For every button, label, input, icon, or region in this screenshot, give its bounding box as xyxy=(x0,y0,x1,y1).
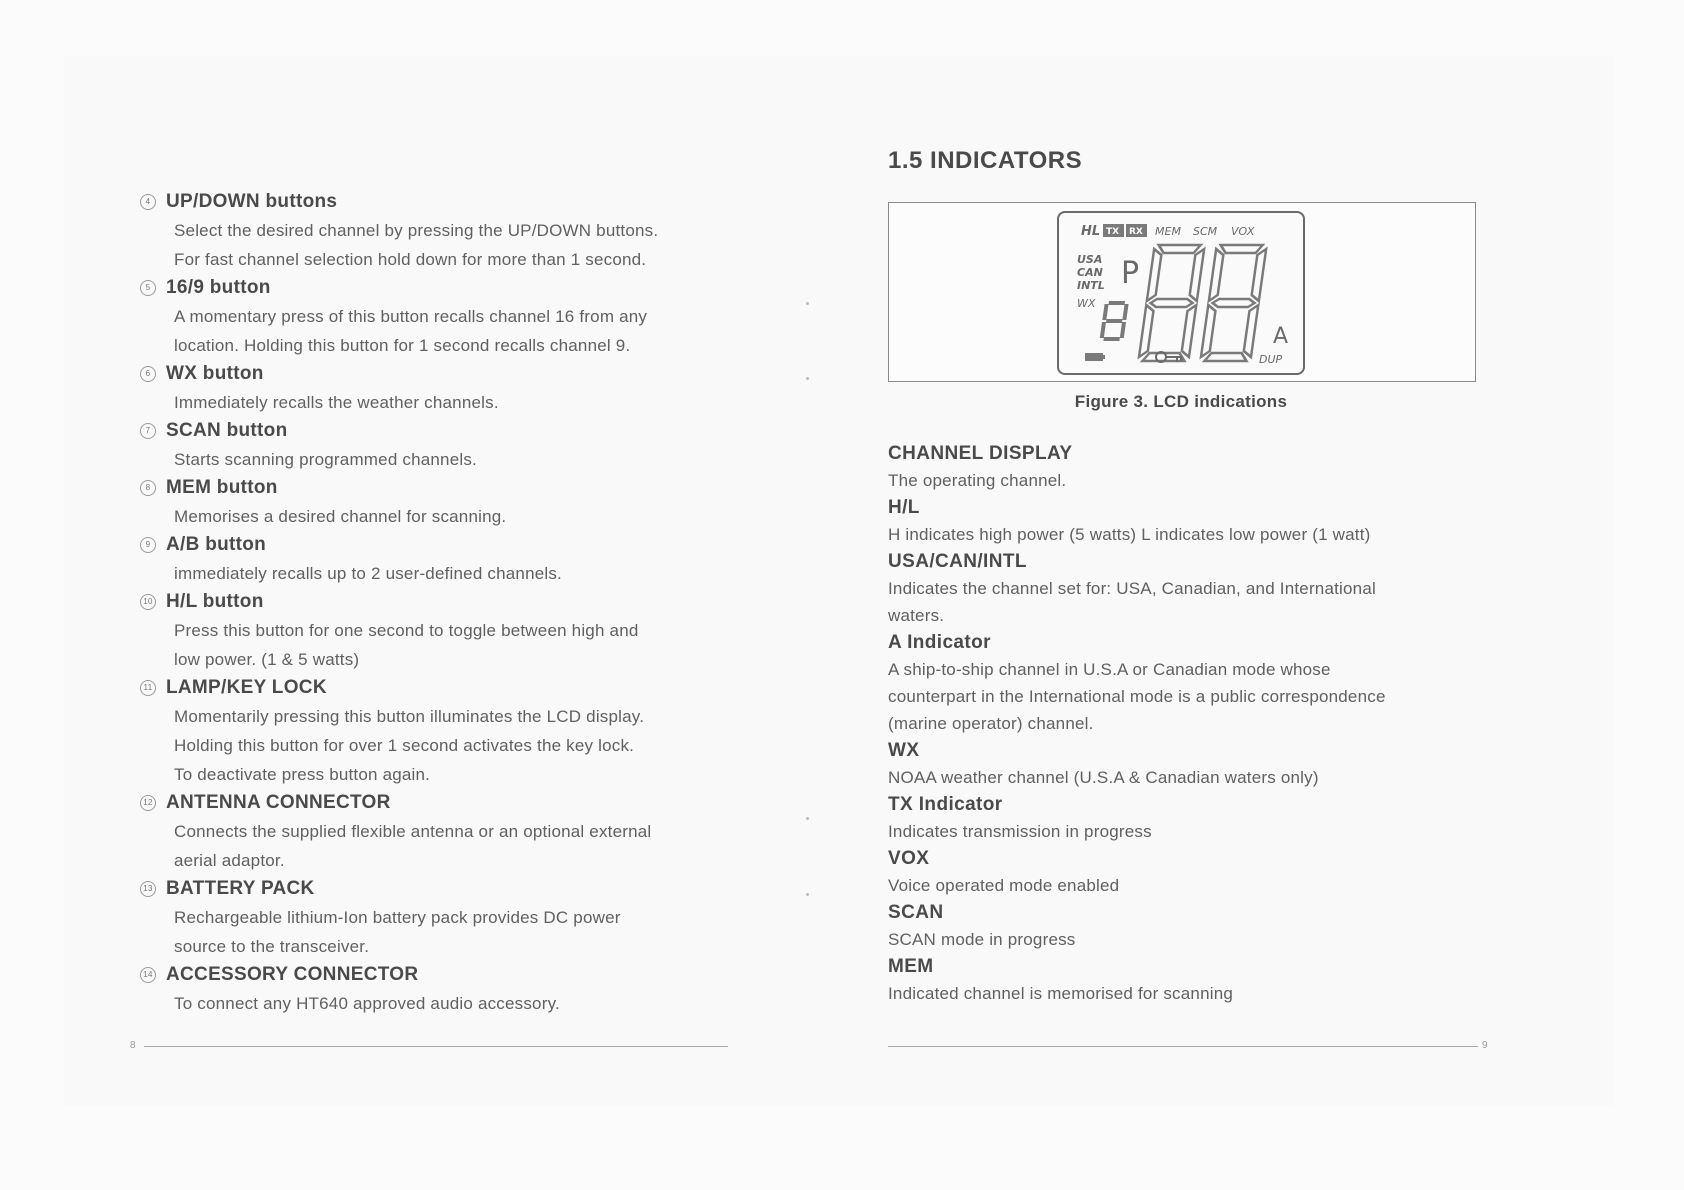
feature-item xyxy=(140,474,740,531)
indicator-description xyxy=(888,980,1478,1007)
lcd-wx-label: WX xyxy=(1077,297,1096,310)
feature-heading xyxy=(140,474,740,502)
lcd-hl-label: HL xyxy=(1081,224,1101,239)
indicator-description xyxy=(888,872,1478,899)
feature-heading xyxy=(140,588,740,616)
description-line: source to the transceiver. xyxy=(174,937,370,956)
indicator-title: H/L xyxy=(888,497,920,518)
lcd-dup-label: DUP xyxy=(1259,353,1283,366)
description-line: H indicates high power (5 watts) L indicates low power (1 watt) xyxy=(888,525,1371,544)
description-line: Indicates the channel set for: USA, Canadian, and International xyxy=(888,579,1376,598)
lcd-intl-label: INTL xyxy=(1077,279,1105,292)
feature-item xyxy=(140,188,740,274)
gutter-mark xyxy=(806,893,809,896)
right-page xyxy=(888,144,1478,1007)
description-line: To deactivate press button again. xyxy=(174,765,431,784)
indicator-title: CHANNEL DISPLAY xyxy=(888,443,1073,464)
feature-description xyxy=(140,989,740,1018)
feature-title: ANTENNA CONNECTOR xyxy=(166,792,391,813)
description-line: Memorises a desired channel for scanning. xyxy=(174,507,507,526)
feature-heading xyxy=(140,417,740,445)
indicator-description xyxy=(888,764,1478,791)
callout-number: 13 xyxy=(140,881,156,897)
feature-title: SCAN button xyxy=(166,420,288,441)
feature-title: BATTERY PACK xyxy=(166,878,315,899)
lcd-p-label: P xyxy=(1121,256,1140,291)
callout-number: 7 xyxy=(140,423,156,439)
feature-description xyxy=(140,817,740,875)
description-line: SCAN mode in progress xyxy=(888,930,1076,949)
callout-number: 6 xyxy=(140,366,156,382)
indicator-list xyxy=(888,440,1478,1007)
callout-number: 14 xyxy=(140,967,156,983)
lcd-usa-label: USA xyxy=(1077,253,1103,266)
indicator-description xyxy=(888,656,1478,737)
description-line: low power. (1 & 5 watts) xyxy=(174,650,360,669)
feature-title: WX button xyxy=(166,363,264,384)
description-line: To connect any HT640 approved audio accessory. xyxy=(174,994,560,1013)
battery-icon xyxy=(1085,353,1105,361)
lcd-scm-label: SCM xyxy=(1193,225,1218,238)
callout-number: 5 xyxy=(140,280,156,296)
lcd-can-label: CAN xyxy=(1077,266,1103,279)
description-line: Starts scanning programmed channels. xyxy=(174,450,477,469)
feature-item xyxy=(140,961,740,1018)
feature-title: UP/DOWN buttons xyxy=(166,191,338,212)
description-line: Select the desired channel by pressing the UP/DOWN buttons. xyxy=(174,221,659,240)
feature-heading xyxy=(140,531,740,559)
callout-number: 8 xyxy=(140,480,156,496)
indicator-title: VOX xyxy=(888,848,930,869)
description-line: Indicates transmission in progress xyxy=(888,822,1152,841)
indicator-description xyxy=(888,575,1478,629)
gutter-mark xyxy=(806,377,809,380)
indicator-title: MEM xyxy=(888,956,934,977)
figure-caption: Figure 3. LCD indications xyxy=(1074,392,1288,411)
feature-description xyxy=(140,388,740,417)
feature-heading xyxy=(140,961,740,989)
description-line: counterpart in the International mode is a public correspondence xyxy=(888,687,1386,706)
lcd-panel xyxy=(1057,211,1305,375)
callout-number: 9 xyxy=(140,537,156,553)
left-page-rule xyxy=(144,1046,728,1047)
description-line: aerial adaptor. xyxy=(174,851,285,870)
description-line: Holding this button for over 1 second activates the key lock. xyxy=(174,736,635,755)
lcd-drawing xyxy=(1059,213,1303,373)
feature-title: ACCESSORY CONNECTOR xyxy=(166,964,419,985)
description-line: Immediately recalls the weather channels. xyxy=(174,393,499,412)
description-line: A ship-to-ship channel in U.S.A or Canadian mode whose xyxy=(888,660,1331,679)
feature-item xyxy=(140,417,740,474)
feature-heading xyxy=(140,674,740,702)
feature-description xyxy=(140,903,740,961)
indicator-description xyxy=(888,818,1478,845)
feature-description xyxy=(140,559,740,588)
feature-title: H/L button xyxy=(166,591,264,612)
description-line: waters. xyxy=(888,606,945,625)
feature-item xyxy=(140,875,740,961)
feature-heading xyxy=(140,875,740,903)
callout-number: 11 xyxy=(140,680,156,696)
feature-description xyxy=(140,702,740,789)
lcd-big-digit-2 xyxy=(1200,245,1266,361)
feature-title: LAMP/KEY LOCK xyxy=(166,677,327,698)
indicator-description xyxy=(888,521,1478,548)
section-title: 1.5 INDICATORS xyxy=(888,147,1083,174)
description-line: location. Holding this button for 1 second recalls channel 9. xyxy=(174,336,631,355)
lcd-big-digit-1 xyxy=(1138,245,1204,361)
description-line: Momentarily pressing this button illuminates the LCD display. xyxy=(174,707,645,726)
right-page-rule xyxy=(888,1046,1478,1047)
feature-item xyxy=(140,274,740,360)
right-page-number: 9 xyxy=(1482,1040,1488,1051)
feature-heading xyxy=(140,360,740,388)
feature-item xyxy=(140,531,740,588)
callout-number: 10 xyxy=(140,594,156,610)
feature-description xyxy=(140,616,740,674)
feature-item xyxy=(140,360,740,417)
indicator-description xyxy=(888,467,1478,494)
left-page-number: 8 xyxy=(130,1040,136,1051)
feature-item xyxy=(140,674,740,789)
lcd-tx-label: TX xyxy=(1106,227,1120,237)
indicator-title: WX xyxy=(888,740,920,761)
feature-description xyxy=(140,302,740,360)
lcd-rx-label: RX xyxy=(1129,227,1143,237)
left-page xyxy=(140,188,740,1018)
indicator-title: USA/CAN/INTL xyxy=(888,551,1027,572)
callout-number: 12 xyxy=(140,795,156,811)
description-line: immediately recalls up to 2 user-defined channels. xyxy=(174,564,562,583)
gutter-mark xyxy=(806,817,809,820)
lcd-small-digit xyxy=(1099,301,1129,341)
feature-description xyxy=(140,216,740,274)
description-line: A momentary press of this button recalls channel 16 from any xyxy=(174,307,648,326)
description-line: For fast channel selection hold down for more than 1 second. xyxy=(174,250,647,269)
description-line: NOAA weather channel (U.S.A & Canadian waters only) xyxy=(888,768,1319,787)
lcd-figure-frame xyxy=(888,202,1476,382)
description-line: Voice operated mode enabled xyxy=(888,876,1120,895)
feature-title: 16/9 button xyxy=(166,277,271,298)
indicator-title: SCAN xyxy=(888,902,944,923)
gutter-mark xyxy=(806,302,809,305)
feature-heading xyxy=(140,789,740,817)
description-line: Rechargeable lithium-Ion battery pack provides DC power xyxy=(174,908,621,927)
feature-description xyxy=(140,445,740,474)
feature-description xyxy=(140,502,740,531)
description-line: Connects the supplied flexible antenna or an optional external xyxy=(174,822,652,841)
callout-number: 4 xyxy=(140,194,156,210)
feature-heading xyxy=(140,188,740,216)
lcd-a-label: A xyxy=(1273,324,1289,349)
indicator-title: A Indicator xyxy=(888,632,991,653)
feature-item xyxy=(140,588,740,674)
feature-title: A/B button xyxy=(166,534,267,555)
feature-title: MEM button xyxy=(166,477,278,498)
feature-heading xyxy=(140,274,740,302)
description-line: The operating channel. xyxy=(888,471,1067,490)
lcd-vox-label: VOX xyxy=(1231,225,1255,238)
indicator-title: TX Indicator xyxy=(888,794,1003,815)
description-line: Press this button for one second to toggle between high and xyxy=(174,621,639,640)
feature-item xyxy=(140,789,740,875)
lcd-mem-label: MEM xyxy=(1155,225,1181,238)
description-line: Indicated channel is memorised for scanning xyxy=(888,984,1234,1003)
indicator-description xyxy=(888,926,1478,953)
description-line: (marine operator) channel. xyxy=(888,714,1094,733)
